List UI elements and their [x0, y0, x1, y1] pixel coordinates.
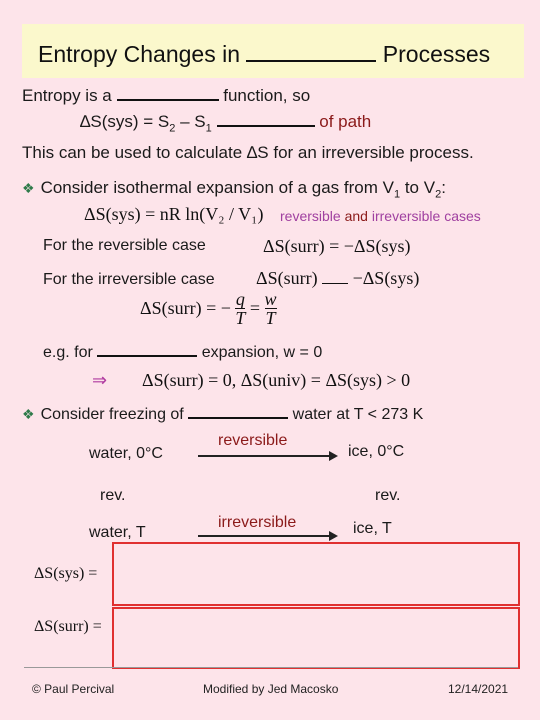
- intro-line2-b: of path: [319, 112, 372, 131]
- irreversible-arrow-line: [198, 535, 330, 537]
- example-line: [43, 344, 322, 362]
- intro-line2-a: ∆S(sys) = S: [80, 112, 170, 131]
- w-num: w: [264, 289, 277, 309]
- diamond-bullet-icon: ❖: [22, 180, 35, 196]
- bullet2-text-a: Consider freezing of: [40, 406, 184, 423]
- water-t-text: water, T: [89, 524, 146, 541]
- water-t-label: [89, 524, 146, 542]
- intro-line2-mid: – S: [175, 112, 206, 131]
- q-num: q: [235, 289, 245, 309]
- irrev-eq-left: ΔS(surr): [256, 268, 318, 288]
- bullet1-sub2: 2: [435, 188, 442, 201]
- reversible-arrow-label: reversible: [218, 432, 288, 449]
- title-suffix: Processes: [382, 41, 491, 67]
- irreversible-case-equation: [256, 268, 419, 289]
- intro-sub1: 1: [205, 122, 212, 135]
- ice-t-label: ice, T: [353, 520, 392, 537]
- w-over-t: [265, 290, 277, 327]
- slide-title: [38, 41, 490, 68]
- w-den: T: [265, 308, 276, 328]
- reversible-case-label: For the reversible case: [43, 237, 206, 254]
- footer-divider: [24, 667, 518, 668]
- footer-copyright: © Paul Percival: [32, 682, 115, 696]
- independent-blank: [217, 125, 315, 127]
- q-over-t: [235, 290, 245, 327]
- note-and: and: [340, 208, 372, 224]
- intro-sub2: 2: [169, 122, 176, 135]
- bullet1-text-c: :: [441, 178, 446, 197]
- intro-line1-a: Entropy is a: [22, 86, 112, 105]
- title-blank: [246, 60, 376, 62]
- surr-answer-box: [112, 607, 520, 669]
- bullet2-heading: [22, 406, 423, 424]
- bullet2-text-b: water at T < 273 K: [292, 406, 424, 423]
- inequality-blank: [322, 283, 348, 284]
- equals-sign: =: [249, 298, 261, 318]
- heat-work-equation: [140, 290, 277, 327]
- note-irreversible: irreversible cases: [371, 208, 481, 224]
- intro-line1: [22, 86, 310, 106]
- footer-date: 12/14/2021: [448, 682, 509, 696]
- ice-0c-label: ice, 0°C: [348, 443, 405, 460]
- water-0c-label: water, 0°C: [89, 445, 163, 462]
- free-expansion-result: ΔS(surr) = 0, ΔS(univ) = ΔS(sys) > 0: [142, 370, 411, 390]
- intro-line2: [80, 112, 371, 134]
- reversible-case-equation: ΔS(surr) = −ΔS(sys): [263, 236, 411, 256]
- surr-entropy-label: ΔS(surr) =: [34, 618, 102, 635]
- intro-line1-b: function, so: [223, 86, 311, 105]
- bullet1-text-b: to V: [400, 178, 436, 197]
- sys-answer-box: [112, 542, 520, 606]
- irreversible-arrowhead-icon: [329, 531, 338, 541]
- note-reversible: reversible: [280, 208, 341, 224]
- sys-entropy-label: ΔS(sys) =: [34, 565, 98, 582]
- entropy-expansion-equation: ΔS(sys) = nR ln(V₂ / V₁): [84, 204, 264, 224]
- state-blank: [117, 99, 219, 101]
- irreversible-case-label: For the irreversible case: [43, 271, 215, 288]
- reversible-arrowhead-icon: [329, 451, 338, 461]
- cases-note: [280, 208, 481, 224]
- example-a: e.g. for: [43, 344, 93, 361]
- footer-modified-by: Modified by Jed Macosko: [203, 682, 339, 696]
- bullet1-text-a: Consider isothermal expansion of a gas from V: [40, 178, 394, 197]
- rev-left-label: rev.: [100, 487, 126, 504]
- supercooled-blank: [188, 417, 288, 419]
- irreversible-arrow-label: irreversible: [218, 514, 297, 531]
- intro-line3: This can be used to calculate ∆S for an irreversible process.: [22, 143, 474, 162]
- title-box: [22, 24, 524, 78]
- free-blank: [97, 355, 197, 357]
- bullet1-sub1: 1: [393, 188, 401, 201]
- irrev-eq-right: −ΔS(sys): [352, 268, 420, 288]
- title-prefix: Entropy Changes in: [38, 41, 241, 67]
- implies-arrow-icon: ⇒: [92, 370, 108, 390]
- example-b: expansion, w = 0: [201, 344, 323, 361]
- rev-right-label: rev.: [375, 487, 401, 504]
- q-den: T: [235, 308, 246, 328]
- bullet1-heading: [22, 178, 446, 200]
- heat-eq-left: ΔS(surr) = −: [140, 298, 231, 318]
- diamond-bullet-icon: ❖: [22, 406, 35, 422]
- reversible-arrow-line: [198, 455, 330, 457]
